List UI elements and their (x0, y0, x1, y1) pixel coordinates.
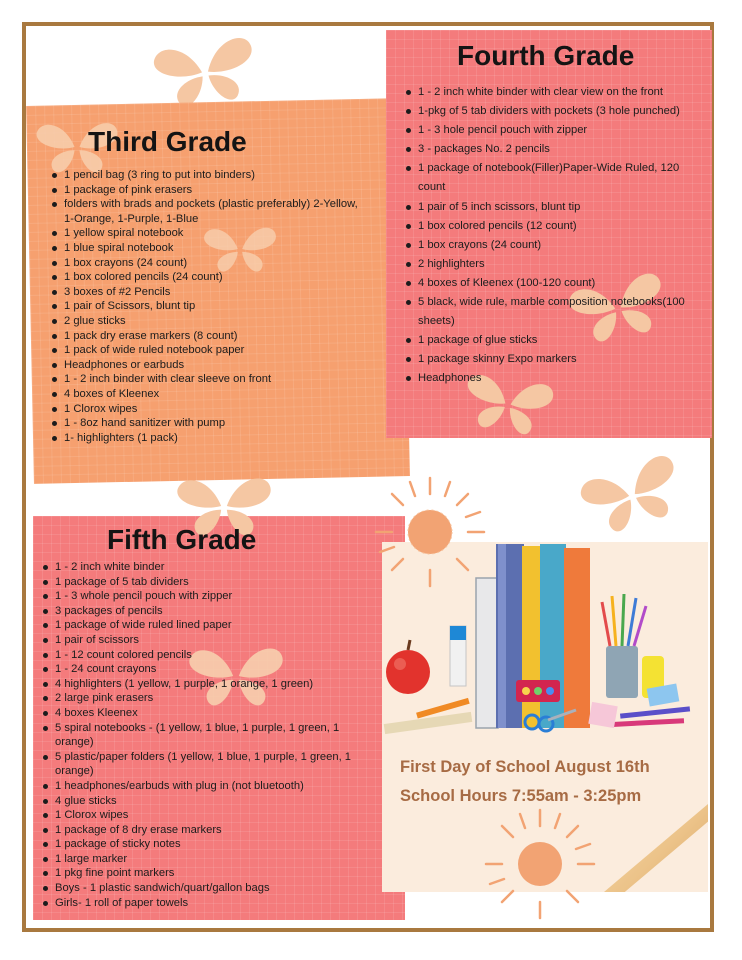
list-item: 1 - 2 inch binder with clear sleeve on front (50, 372, 370, 387)
list-item: 1- highlighters (1 pack) (50, 431, 370, 446)
list-item: 4 boxes Kleenex (41, 706, 366, 721)
list-item: 1 headphones/earbuds with plug in (not bluetooth) (41, 779, 366, 794)
list-item: 1 - 3 hole pencil pouch with zipper (404, 121, 704, 140)
list-item: 1 blue spiral notebook (50, 241, 370, 256)
list-item: 1 package skinny Expo markers (404, 350, 704, 369)
list-item: Girls- 1 roll of paper towels (41, 896, 366, 911)
list-item: 2 glue sticks (50, 314, 370, 329)
list-item: 4 boxes of Kleenex (50, 387, 370, 402)
third-grade-list (50, 168, 370, 445)
list-item: 1 package of wide ruled lined paper (41, 618, 366, 633)
list-item: 1 package of notebook(Filler)Paper-Wide Ruled, 120 count (404, 159, 704, 197)
list-item: 1 - 2 inch white binder with clear view on the front (404, 83, 704, 102)
list-item: 1 package of glue sticks (404, 331, 704, 350)
list-item: 3 - packages No. 2 pencils (404, 140, 704, 159)
list-item: 3 boxes of #2 Pencils (50, 285, 370, 300)
list-item: 4 boxes of Kleenex (100-120 count) (404, 274, 704, 293)
butterfly-icon (578, 454, 686, 536)
list-item: folders with brads and pockets (plastic preferably) 2-Yellow, 1-Orange, 1-Purple, 1-Blue (50, 197, 370, 226)
list-item: 1 pkg fine point markers (41, 866, 366, 881)
list-item: 1 package of 8 dry erase markers (41, 823, 366, 838)
list-item: 1 Clorox wipes (41, 808, 366, 823)
list-item: 1 package of pink erasers (50, 183, 370, 198)
list-item: Headphones or earbuds (50, 358, 370, 373)
list-item: 1 pair of 5 inch scissors, blunt tip (404, 198, 704, 217)
list-item: 1 package of sticky notes (41, 837, 366, 852)
list-item: 1 large marker (41, 852, 366, 867)
list-item: 1 box colored pencils (12 count) (404, 217, 704, 236)
list-item: 4 glue sticks (41, 794, 366, 809)
list-item: 1 package of 5 tab dividers (41, 575, 366, 590)
list-item: 1 pack dry erase markers (8 count) (50, 329, 370, 344)
list-item: 1 - 2 inch white binder (41, 560, 366, 575)
list-item: 3 packages of pencils (41, 604, 366, 619)
fifth-grade-list (41, 560, 366, 910)
list-item: 1 pair of scissors (41, 633, 366, 648)
list-item: 2 highlighters (404, 255, 704, 274)
list-item: 1 yellow spiral notebook (50, 226, 370, 241)
list-item: 5 black, wide rule, marble composition notebooks(100 sheets) (404, 293, 704, 331)
list-item: 1 Clorox wipes (50, 402, 370, 417)
fourth-grade-title: Fourth Grade (457, 40, 635, 71)
list-item: 1 - 12 count colored pencils (41, 648, 366, 663)
list-item: 5 spiral notebooks - (1 yellow, 1 blue, 1 purple, 1 green, 1 orange) (41, 721, 366, 750)
third-grade-title: Third Grade (88, 126, 247, 157)
list-item: 5 plastic/paper folders (1 yellow, 1 blue, 1 purple, 1 green, 1 orange) (41, 750, 366, 779)
list-item: 1 pack of wide ruled notebook paper (50, 343, 370, 358)
fifth-grade-title: Fifth Grade (107, 524, 257, 555)
list-item: Boys - 1 plastic sandwich/quart/gallon bags (41, 881, 366, 896)
sun-icon (482, 806, 598, 922)
list-item: Headphones (404, 369, 704, 388)
list-item: 2 large pink erasers (41, 691, 366, 706)
list-item: 1 box colored pencils (24 count) (50, 270, 370, 285)
list-item: 1 pair of Scissors, blunt tip (50, 299, 370, 314)
fourth-grade-list (404, 83, 704, 389)
first-day-text: First Day of School August 16th (400, 758, 650, 776)
list-item: 1 - 3 whole pencil pouch with zipper (41, 589, 366, 604)
butterfly-icon (150, 32, 260, 112)
list-item: 1 - 8oz hand sanitizer with pump (50, 416, 370, 431)
school-hours-text: School Hours 7:55am - 3:25pm (400, 787, 642, 805)
list-item: 1 pencil bag (3 ring to put into binders) (50, 168, 370, 183)
list-item: 1 box crayons (24 count) (404, 236, 704, 255)
list-item: 4 highlighters (1 yellow, 1 purple, 1 orange, 1 green) (41, 677, 366, 692)
list-item: 1 - 24 count crayons (41, 662, 366, 677)
sun-icon (372, 474, 488, 590)
list-item: 1-pkg of 5 tab dividers with pockets (3 hole punched) (404, 102, 704, 121)
list-item: 1 box crayons (24 count) (50, 256, 370, 271)
